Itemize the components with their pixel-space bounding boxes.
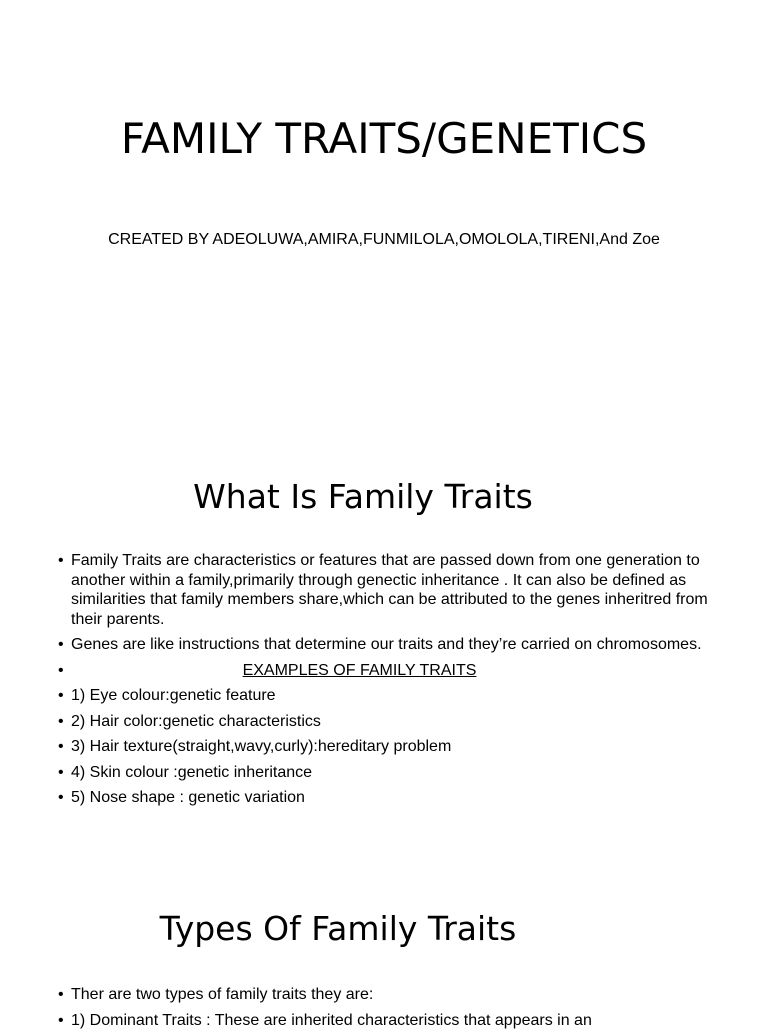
bullet-item <box>58 661 708 681</box>
slide-subtitle: CREATED BY ADEOLUWA,AMIRA,FUNMILOLA,OMOLOLA,TIRENI,And Zoe <box>108 231 660 248</box>
bullet-item: • 2) Hair color:genetic characteristics <box>58 712 708 732</box>
bullet-list <box>58 551 708 814</box>
examples-heading: • EXAMPLES OF FAMILY TRAITS <box>242 661 477 679</box>
bullet-item: • Ther are two types of family traits they are: <box>58 985 708 1005</box>
bullet-item: • 4) Skin colour :genetic inheritance <box>58 763 708 783</box>
slide-heading: Types Of Family Traits <box>159 909 517 948</box>
bullet-item: • Family Traits are characteristics or features that are passed down from one generation to another within a family,primarily through genectic inheritance . It can also be defined as similarities that family members share,which can be attributed to the genes inheritred from their parents. <box>58 551 708 629</box>
bullet-item: • Genes are like instructions that determine our traits and they’re carried on chromosomes. <box>58 635 708 655</box>
slide-title: FAMILY TRAITS/GENETICS <box>120 114 648 163</box>
slide-heading: What Is Family Traits <box>193 477 533 516</box>
bullet-item: • 5) Nose shape : genetic variation <box>58 788 708 808</box>
bullet-item: • 1) Dominant Traits : These are inherited characteristics that appears in an <box>58 1011 708 1031</box>
bullet-item: • 1) Eye colour:genetic feature <box>58 686 708 706</box>
bullet-item: • 3) Hair texture(straight,wavy,curly):hereditary problem <box>58 737 708 757</box>
bullet-list <box>58 985 708 1036</box>
